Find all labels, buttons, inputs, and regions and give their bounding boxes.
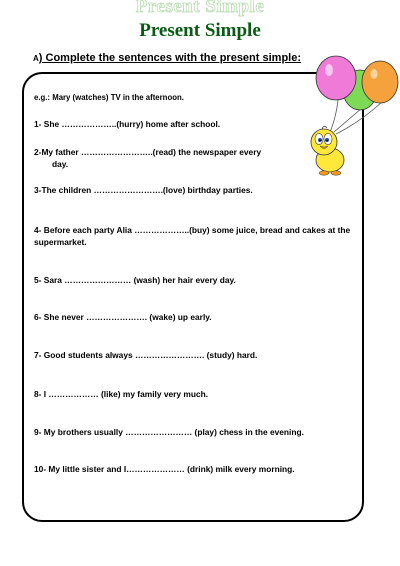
sentence-2 (34, 146, 261, 170)
ghost-title: Present Simple (135, 0, 265, 17)
page-title: Present Simple (139, 20, 261, 41)
sentence-5: 5- Sara …………………… (wash) her hair every day. (34, 275, 236, 285)
sentence-4: 4- Before each party Alia ………………..(buy) some juice, bread and cakes at the supermarket. (34, 225, 351, 247)
sentence-1: 1- She ………………..(hurry) home after school. (34, 119, 221, 129)
instruction-text: ) Complete the sentences with the present simple: (38, 52, 302, 64)
section-letter: A (33, 54, 39, 63)
sentence-2-line-2: day. (52, 159, 69, 169)
sentence-7: 7- Good students always ……………………. (study) hard. (34, 350, 258, 360)
sentence-9: 9- My brothers usually …………………… (play) chess in the evening. (34, 427, 304, 437)
tweety-bird-with-balloons-icon (300, 40, 400, 180)
sentence-8: 8- I ……………… (like) my family very much. (34, 389, 209, 399)
sentence-6: 6- She never …………………. (wake) up early. (34, 312, 212, 322)
sentence-10: 10- My little sister and I………………… (drink) milk every morning. (34, 464, 295, 474)
instruction (33, 52, 301, 64)
sentence-3: 3-The children …………………….(love) birthday parties. (34, 185, 253, 195)
example-sentence: e.g.: Mary (watches) TV in the afternoon. (34, 93, 184, 102)
sentence-2-line-1: 2-My father ……………………..(read) the newspaper every (34, 147, 262, 157)
